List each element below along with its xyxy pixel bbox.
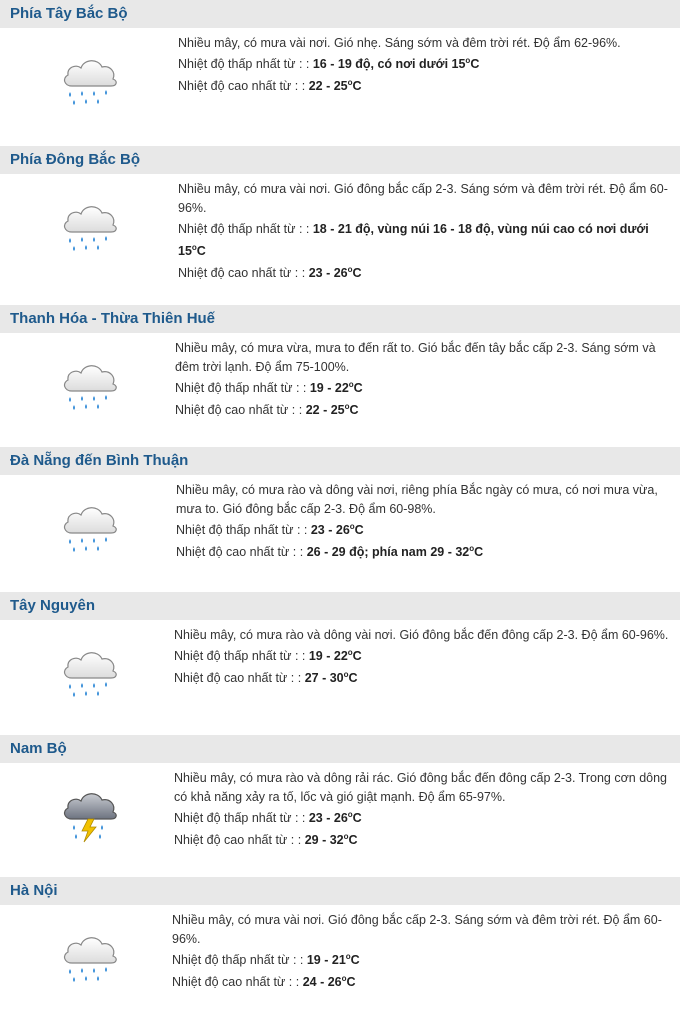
weather-description: Nhiều mây, có mưa vừa, mưa to đến rất to. Gió bắc đến tây bắc cấp 2-3. Sáng sớm và đêm trời lạnh. Độ ẩm 75-100%.: [175, 341, 656, 374]
degree-symbol: o: [469, 543, 475, 553]
high-temperature-label: Nhiệt độ cao nhất từ : :: [175, 403, 303, 417]
degree-symbol: o: [345, 951, 351, 961]
forecast-region: [0, 592, 680, 735]
high-temperature-value: 24 - 26: [302, 975, 342, 989]
high-temperature: [178, 262, 676, 284]
high-temperature-value: 22 - 25: [308, 79, 348, 93]
celsius-unit: C: [352, 79, 362, 93]
cloud-rain-icon: [58, 927, 122, 987]
low-temperature-value: 19 - 22: [308, 649, 348, 663]
low-temperature-value: 23 - 26: [308, 811, 348, 825]
degree-symbol: o: [191, 242, 197, 252]
forecast-region: [0, 0, 680, 146]
region-title: Phía Đông Bắc Bộ: [0, 146, 680, 174]
high-temperature-label: Nhiệt độ cao nhất từ : :: [174, 671, 302, 685]
low-temperature: [176, 519, 676, 541]
forecast-region: [0, 146, 680, 305]
weather-description: Nhiều mây, có mưa rào và dông rải rác. Gió đông bắc đến đông cấp 2-3. Trong cơn dông có khả năng xảy ra tố, lốc và gió giật mạnh. Độ ẩm 65-97%.: [174, 771, 668, 804]
high-temperature: [172, 971, 676, 993]
cloud-rain-icon: [58, 355, 122, 415]
high-temperature: [174, 667, 676, 689]
high-temperature-label: Nhiệt độ cao nhất từ : :: [178, 266, 306, 280]
low-temperature: [174, 807, 676, 829]
degree-symbol: o: [347, 77, 353, 87]
low-temperature: [175, 377, 676, 399]
degree-symbol: o: [349, 521, 355, 531]
forecast-region: [0, 735, 680, 877]
high-temperature: [174, 829, 676, 851]
low-temperature-label: Nhiệt độ thấp nhất từ : :: [178, 222, 310, 236]
low-temperature-label: Nhiệt độ thấp nhất từ : :: [174, 649, 306, 663]
weather-description: Nhiều mây, có mưa vài nơi. Gió đông bắc cấp 2-3. Sáng sớm và đêm trời rét. Độ ẩm 60-96%.: [178, 182, 668, 215]
high-temperature-label: Nhiệt độ cao nhất từ : :: [178, 79, 306, 93]
high-temperature-label: Nhiệt độ cao nhất từ : :: [174, 833, 302, 847]
high-temperature: [176, 541, 676, 563]
celsius-unit: C: [474, 545, 484, 559]
low-temperature-value: 19 - 22: [309, 381, 349, 395]
celsius-unit: C: [348, 671, 358, 685]
low-temperature: [178, 218, 676, 262]
degree-symbol: o: [348, 379, 354, 389]
celsius-unit: C: [196, 244, 206, 258]
low-temperature: [178, 53, 676, 75]
celsius-unit: C: [353, 381, 363, 395]
region-title: Đà Nẵng đến Bình Thuận: [0, 447, 680, 475]
low-temperature-value: 23 - 26: [310, 523, 350, 537]
celsius-unit: C: [350, 953, 360, 967]
region-title: Phía Tây Bắc Bộ: [0, 0, 680, 28]
low-temperature-label: Nhiệt độ thấp nhất từ : :: [174, 811, 306, 825]
cloud-rain-icon: [58, 50, 122, 110]
high-temperature-value: 22 - 25: [305, 403, 345, 417]
high-temperature: [178, 75, 676, 97]
forecast-region: [0, 877, 680, 1015]
degree-symbol: o: [343, 669, 349, 679]
low-temperature-label: Nhiệt độ thấp nhất từ : :: [178, 57, 310, 71]
high-temperature-label: Nhiệt độ cao nhất từ : :: [176, 545, 304, 559]
weather-description: Nhiều mây, có mưa rào và dông vài nơi. Gió đông bắc đến đông cấp 2-3. Độ ẩm 60-96%.: [174, 628, 669, 642]
celsius-unit: C: [352, 266, 362, 280]
high-temperature-value: 23 - 26: [308, 266, 348, 280]
celsius-unit: C: [348, 833, 358, 847]
region-title: Tây Nguyên: [0, 592, 680, 620]
celsius-unit: C: [470, 57, 480, 71]
celsius-unit: C: [352, 649, 362, 663]
degree-symbol: o: [344, 401, 350, 411]
weather-description: Nhiều mây, có mưa rào và dông vài nơi, riêng phía Bắc ngày có mưa, có nơi mưa vừa, mưa to. Gió đông bắc cấp 2-3. Độ ẩm 60-98%.: [176, 483, 658, 516]
low-temperature-label: Nhiệt độ thấp nhất từ : :: [176, 523, 308, 537]
cloud-rain-icon: [58, 642, 122, 702]
weather-description: Nhiều mây, có mưa vài nơi. Gió nhẹ. Sáng sớm và đêm trời rét. Độ ẩm 62-96%.: [178, 36, 621, 50]
region-title: Nam Bộ: [0, 735, 680, 763]
low-temperature-value: 16 - 19 độ, có nơi dưới 15: [312, 57, 466, 71]
weather-description: Nhiều mây, có mưa vài nơi. Gió đông bắc cấp 2-3. Sáng sớm và đêm trời rét. Độ ẩm 60-96%.: [172, 913, 662, 946]
low-temperature: [174, 645, 676, 667]
degree-symbol: o: [343, 831, 349, 841]
high-temperature-value: 27 - 30: [304, 671, 344, 685]
cloud-rain-icon: [58, 196, 122, 256]
low-temperature-value: 19 - 21: [306, 953, 346, 967]
low-temperature-label: Nhiệt độ thấp nhất từ : :: [172, 953, 304, 967]
degree-symbol: o: [347, 647, 353, 657]
degree-symbol: o: [347, 809, 353, 819]
celsius-unit: C: [346, 975, 356, 989]
degree-symbol: o: [341, 973, 347, 983]
high-temperature: [175, 399, 676, 421]
low-temperature-label: Nhiệt độ thấp nhất từ : :: [175, 381, 307, 395]
degree-symbol: o: [465, 55, 471, 65]
cloud-rain-icon: [58, 497, 122, 557]
high-temperature-label: Nhiệt độ cao nhất từ : :: [172, 975, 300, 989]
forecast-region: [0, 447, 680, 592]
low-temperature-value: 18 - 21 độ, vùng núi 16 - 18 độ, vùng núi cao có nơi dưới 15: [178, 222, 649, 258]
forecast-region: [0, 305, 680, 447]
celsius-unit: C: [349, 403, 359, 417]
high-temperature-value: 26 - 29 độ; phía nam 29 - 32: [306, 545, 470, 559]
region-title: Thanh Hóa - Thừa Thiên Huế: [0, 305, 680, 333]
high-temperature-value: 29 - 32: [304, 833, 344, 847]
low-temperature: [172, 949, 676, 971]
celsius-unit: C: [352, 811, 362, 825]
celsius-unit: C: [354, 523, 364, 537]
degree-symbol: o: [347, 264, 353, 274]
thunderstorm-icon: [58, 785, 122, 845]
region-title: Hà Nội: [0, 877, 680, 905]
